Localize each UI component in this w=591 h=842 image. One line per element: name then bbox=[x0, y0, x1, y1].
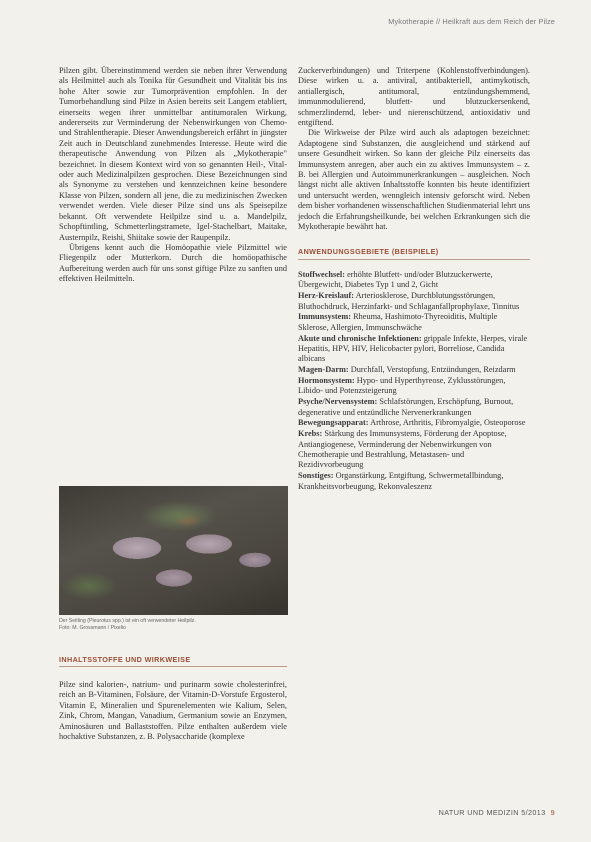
application-entry bbox=[298, 270, 530, 291]
application-entry bbox=[298, 365, 530, 375]
magazine-issue: NATUR UND MEDIZIN 5/2013 bbox=[438, 808, 546, 817]
photo-credit: Foto: M. Grossmann / Pixelio bbox=[59, 624, 126, 631]
entry-description: erhöhte Blutfett- und/oder Blutzuckerwerte, Übergewicht, Diabetes Typ 1 und 2, Gicht bbox=[298, 269, 493, 290]
entry-term: Hormonsystem: bbox=[298, 375, 355, 385]
running-head: Mykotherapie // Heilkraft aus dem Reich der Pilze bbox=[388, 17, 555, 26]
page-footer bbox=[439, 808, 555, 817]
entry-term: Bewegungsapparat: bbox=[298, 418, 369, 428]
mushroom-photo bbox=[59, 486, 288, 615]
entry-description: grippale Infekte, Herpes, virale Hepatitis, HPV, HIV, Helicobacter pylori, Borreliose, Candida albicans bbox=[298, 333, 528, 364]
section-heading-ingredients: INHALTSSTOFFE UND WIRKWEISE bbox=[59, 655, 287, 667]
application-entry bbox=[298, 376, 530, 397]
entry-description: Durchfall, Verstopfung, Entzündungen, Reizdarm bbox=[348, 365, 516, 375]
application-entry bbox=[298, 471, 530, 492]
body-paragraph: Pilze sind kalorien-, natrium- und purinarm sowie cholesterinfrei, reich an B-Vitaminen, Folsäure, der Vitamin-D-Vorstufe Ergosterol, Vitamin E, Mineralien und Spurenelementen wie Kalium, Selen, Zink, Chrom, Mangan, Vanadium, Germanium sowie an Enzymen, Aminosäuren und Ballaststoffen. Pilze enthalten außerdem viele hochaktive Substanzen, z. B. Polysaccharide (komplexe bbox=[59, 680, 287, 742]
photo-caption-text: Der Seitling (Pleurotus spp.) ist ein oft verwendeter Heilpilz. bbox=[59, 618, 196, 624]
application-entry bbox=[298, 291, 530, 312]
applications-list bbox=[298, 270, 530, 492]
entry-term: Psyche/Nervensystem: bbox=[298, 397, 378, 407]
application-entry bbox=[298, 334, 530, 365]
ingredients-text-block bbox=[59, 680, 287, 742]
section-heading-applications: ANWENDUNGSGEBIETE (BEISPIELE) bbox=[298, 247, 530, 260]
entry-description: Arteriosklerose, Durchblutungsstörungen, Bluthochdruck, Herzinfarkt- und Schlaganfallprophylaxe, Tinnitus bbox=[298, 291, 520, 311]
application-entry bbox=[298, 429, 530, 471]
body-paragraph: Zuckerverbindungen) und Triterpene (Kohlenstoffverbindungen). Diese wirken u. a. antiviral, antibakteriell, antimykotisch, antiallergisch, antitumoral, entzündungshemmend, immunmodulierend, blutfett- und blutzuckersenkend, schmerzlindernd, leber- und nierenschützend, antioxidativ und entgiftend. bbox=[298, 66, 530, 128]
entry-term: Immunsystem: bbox=[298, 312, 352, 322]
entry-term: Stoffwechsel: bbox=[298, 269, 346, 279]
left-column bbox=[59, 66, 287, 285]
application-entry bbox=[298, 418, 530, 428]
entry-description: Arthrose, Arthritis, Fibromyalgie, Osteoporose bbox=[368, 418, 526, 428]
entry-term: Akute und chronische Infektionen: bbox=[298, 333, 422, 343]
page-number: 9 bbox=[550, 808, 555, 817]
photo-caption bbox=[59, 618, 288, 631]
entry-description: Rheuma, Hashimoto-Thyreoiditis, Multiple Sklerose, Allergien, Immunschwäche bbox=[298, 312, 498, 332]
entry-description: Schlafstörungen, Erschöpfung, Burnout, degenerative und entzündliche Nervenerkrankungen bbox=[298, 397, 514, 417]
entry-description: Hypo- und Hyperthyreose, Zyklusstörungen, Libido- und Potenzsteigerung bbox=[298, 375, 506, 396]
entry-term: Sonstiges: bbox=[298, 471, 334, 481]
entry-description: Stärkung des Immunsystems, Förderung der Apoptose, Antiangiogenese, Verminderung der Nebenwirkungen von Chemotherapie und Bestrahlung, Metastasen- und Rezidivvorbeugung bbox=[298, 429, 507, 470]
application-entry bbox=[298, 397, 530, 418]
right-column bbox=[298, 66, 530, 492]
application-entry bbox=[298, 312, 530, 333]
entry-term: Krebs: bbox=[298, 429, 323, 439]
body-paragraph: Pilzen gibt. Übereinstimmend werden sie neben ihrer Verwendung als Heilmittel auch als Tonika für Gesundheit und Vitalität bis ins hohe Alter sowie zur Tumorprävention empfohlen. In der Tumorbehandlung sind Pilze in Asien bereits seit Langem etabliert, einerseits wegen ihrer unmittelbar antitumoralen Wirkung, andererseits zur Verminderung der Nebenwirkungen von Chemo- und Strahlentherapie. Dieser Anwendungsbereich erfährt in jüngster Zeit auch in Deutschland zunehmendes Interesse. Heute wird die therapeutische Anwendung von Pilzen als „Mykotherapie" bezeichnet. In diesem Kontext wird von so genannten Heil-, Vital- oder auch Medizinalpilzen gesprochen. Diese Bezeichnungen sind als Synonyme zu verstehen und kennzeichnen keine besondere Klasse von Pilzen, sondern all jene, die zu medizinischen Zwecken verwendet werden. Viele dieser Pilze sind uns als Speisepilze bekannt. Oft verwendete Heilpilze sind u. a. Mandelpilz, Schopftintling, Schmetterlingstramete, Igel-Stachelbart, Maitake, Austernpilz, Reishi, Shiitake sowie der Raupenpilz. bbox=[59, 66, 287, 242]
entry-term: Magen-Darm: bbox=[298, 365, 349, 375]
body-paragraph: Übrigens kennt auch die Homöopathie viele Pilzmittel wie Fliegenpilz oder Mutterkorn. Durch die homöopathische Aufbereitung werden auch für uns sonst giftige Pilze zu sanften und effektiven Heilmitteln. bbox=[59, 242, 287, 284]
body-paragraph: Die Wirkweise der Pilze wird auch als adaptogen bezeichnet: Adaptogene sind Substanzen, die ausgleichend und stärkend auf unsere Gesundheit wirken. So kann der gleiche Pilz einerseits das Immunsystem anregen, aber auch ein zu aktives Immunsystem – z. B. bei Allergien und Autoimmunerkrankungen – ausgleichen. Noch längst nicht alle aktiven Inhaltsstoffe konnten bis heute identifiziert und untersucht werden, wenngleich intensiv geforscht wird. Neben dem bisher vorhandenen wissenschaftlichen Studienmaterial lehrt uns jedoch die Erfahrungsheilkunde, bei welchen Erkrankungen sich die Mykotherapie bewährt hat. bbox=[298, 128, 530, 232]
entry-description: Organstärkung, Entgiftung, Schwermetallbindung, Krankheitsvorbeugung, Rekonvaleszenz bbox=[298, 471, 504, 491]
entry-term: Herz-Kreislauf: bbox=[298, 291, 355, 301]
